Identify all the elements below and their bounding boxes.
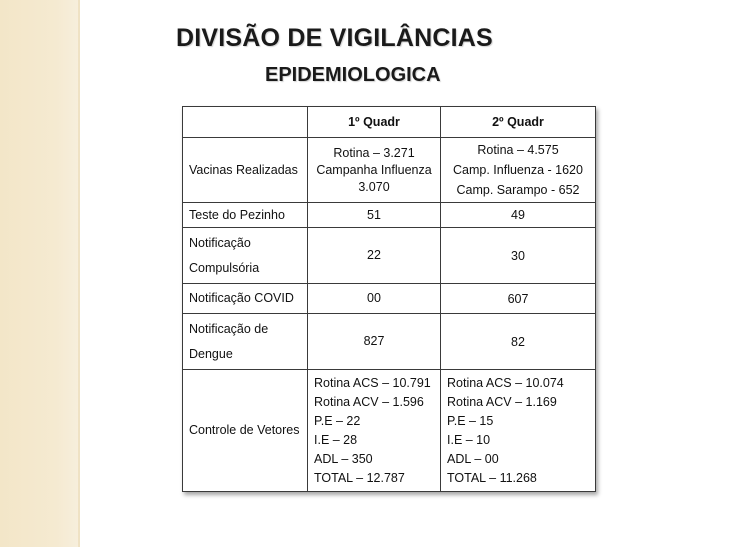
cell-line: 827 bbox=[363, 334, 385, 348]
cell-line: 00 bbox=[367, 291, 381, 305]
cell-line: ADL – 350 bbox=[314, 451, 373, 466]
cell-line: 82 bbox=[511, 334, 525, 349]
page-title: DIVISÃO DE VIGILÂNCIAS bbox=[176, 24, 493, 52]
table-row bbox=[183, 370, 596, 492]
table-row bbox=[183, 314, 596, 370]
cell-line: ADL – 00 bbox=[447, 451, 499, 466]
cell-line: 51 bbox=[367, 207, 381, 222]
cell-line: Rotina ACS – 10.791 bbox=[314, 375, 431, 390]
table-row bbox=[183, 228, 596, 284]
decorative-side-band bbox=[0, 0, 80, 547]
cell-line: Rotina ACV – 1.596 bbox=[314, 394, 424, 409]
table-header-row bbox=[183, 107, 596, 138]
row-label: Notificação Compulsória bbox=[183, 228, 308, 284]
cell-line: I.E – 28 bbox=[314, 432, 358, 447]
cell-line: 607 bbox=[507, 291, 529, 306]
cell-line: 22 bbox=[367, 248, 381, 262]
q1-cell bbox=[308, 284, 441, 314]
header-q2: 2º Quadr bbox=[441, 107, 596, 138]
cell-line: Camp. Sarampo - 652 bbox=[456, 183, 580, 197]
row-label: Teste do Pezinho bbox=[183, 203, 308, 228]
cell-line: P.E – 22 bbox=[314, 413, 361, 428]
cell-line: TOTAL – 12.787 bbox=[314, 470, 405, 485]
q1-cell bbox=[308, 203, 441, 228]
q1-cell bbox=[308, 228, 441, 284]
header-q1: 1º Quadr bbox=[308, 107, 441, 138]
q2-cell bbox=[441, 284, 596, 314]
row-label: Notificação COVID bbox=[183, 284, 308, 314]
table-row bbox=[183, 203, 596, 228]
q1-cell bbox=[308, 138, 441, 203]
cell-line: Rotina ACV – 1.169 bbox=[447, 394, 557, 409]
cell-line: I.E – 10 bbox=[447, 432, 491, 447]
surveillance-table bbox=[182, 106, 596, 492]
q2-cell bbox=[441, 138, 596, 203]
cell-line: 30 bbox=[511, 248, 525, 263]
q2-cell bbox=[441, 203, 596, 228]
cell-line: Rotina – 4.575 bbox=[477, 143, 559, 157]
page-subtitle: EPIDEMIOLOGICA bbox=[265, 64, 441, 86]
cell-line: Camp. Influenza - 1620 bbox=[453, 163, 583, 177]
cell-line: Rotina ACS – 10.074 bbox=[447, 375, 564, 390]
q1-cell bbox=[308, 370, 441, 492]
table-row bbox=[183, 284, 596, 314]
q2-cell bbox=[441, 228, 596, 284]
row-label: Vacinas Realizadas bbox=[183, 138, 308, 203]
cell-line: Campanha Influenza bbox=[316, 162, 432, 177]
cell-line: TOTAL – 11.268 bbox=[447, 470, 537, 485]
header-empty-cell bbox=[183, 107, 308, 138]
cell-line: Rotina – 3.271 bbox=[333, 145, 415, 160]
table-row bbox=[183, 138, 596, 203]
row-label: Notificação de Dengue bbox=[183, 314, 308, 370]
q2-cell bbox=[441, 370, 596, 492]
cell-line: 3.070 bbox=[358, 179, 390, 194]
cell-line: P.E – 15 bbox=[447, 413, 494, 428]
cell-line: 49 bbox=[511, 208, 525, 222]
q1-cell bbox=[308, 314, 441, 370]
q2-cell bbox=[441, 314, 596, 370]
row-label: Controle de Vetores bbox=[183, 370, 308, 492]
